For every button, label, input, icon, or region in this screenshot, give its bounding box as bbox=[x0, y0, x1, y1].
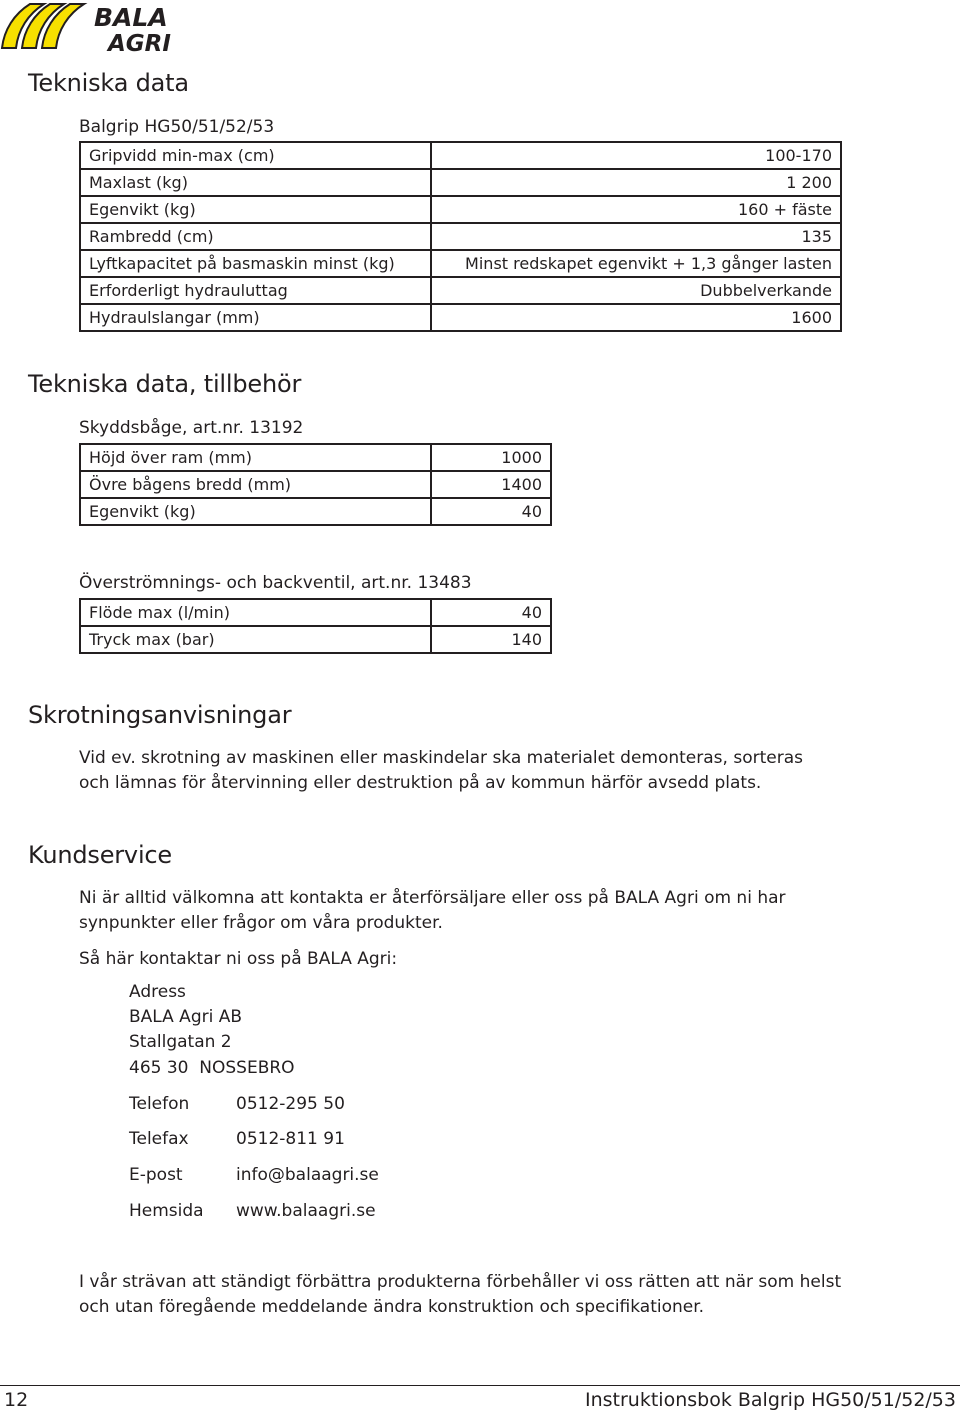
guard-table bbox=[79, 443, 552, 526]
row-value: 40 bbox=[431, 599, 551, 626]
address-street: Stallgatan 2 bbox=[129, 1032, 232, 1052]
row-value: 1 200 bbox=[431, 169, 841, 196]
footer-divider bbox=[0, 1385, 960, 1386]
table-row bbox=[80, 498, 551, 525]
address-postal: 465 30 NOSSEBRO bbox=[129, 1058, 295, 1078]
bala-agri-logo bbox=[0, 0, 190, 56]
contact-label-website: Hemsida bbox=[129, 1201, 204, 1221]
contact-value-email[interactable]: info@balaagri.se bbox=[236, 1165, 379, 1185]
table-row bbox=[80, 304, 841, 331]
row-value: Minst redskapet egenvikt + 1,3 gånger lasten bbox=[431, 250, 841, 277]
address-company: BALA Agri AB bbox=[129, 1007, 243, 1027]
contact-value-website[interactable]: www.balaagri.se bbox=[236, 1201, 376, 1221]
scrapping-line-1: Vid ev. skrotning av maskinen eller maskindelar ska materialet demonteras, sorteras bbox=[79, 748, 803, 768]
row-value: 1000 bbox=[431, 444, 551, 471]
contact-label-fax: Telefax bbox=[129, 1129, 189, 1149]
service-heading: Kundservice bbox=[28, 841, 172, 869]
table-row bbox=[80, 626, 551, 653]
row-label: Gripvidd min-max (cm) bbox=[80, 142, 431, 169]
row-label: Egenvikt (kg) bbox=[80, 196, 431, 223]
row-label: Erforderligt hydrauluttag bbox=[80, 277, 431, 304]
table-row bbox=[80, 196, 841, 223]
service-intro-2: synpunkter eller frågor om våra produkter. bbox=[79, 913, 443, 933]
table-row bbox=[80, 250, 841, 277]
contact-value-fax: 0512-811 91 bbox=[236, 1129, 345, 1149]
guard-subheading: Skyddsbåge, art.nr. 13192 bbox=[79, 418, 304, 438]
valve-table bbox=[79, 598, 552, 654]
row-value: 100-170 bbox=[431, 142, 841, 169]
table-row bbox=[80, 223, 841, 250]
row-value: 140 bbox=[431, 626, 551, 653]
table-row bbox=[80, 142, 841, 169]
scrapping-heading: Skrotningsanvisningar bbox=[28, 701, 292, 729]
table-row bbox=[80, 277, 841, 304]
tire-stripes-icon bbox=[2, 4, 84, 48]
tech-subheading: Balgrip HG50/51/52/53 bbox=[79, 117, 275, 137]
service-intro-1: Ni är alltid välkomna att kontakta er återförsäljare eller oss på BALA Agri om ni har bbox=[79, 888, 786, 908]
table-row bbox=[80, 444, 551, 471]
row-label: Tryck max (bar) bbox=[80, 626, 431, 653]
contact-label-phone: Telefon bbox=[129, 1094, 190, 1114]
disclaimer-line-1: I vår strävan att ständigt förbättra produkterna förbehåller vi oss rätten att när som helst bbox=[79, 1272, 842, 1292]
accessories-heading: Tekniska data, tillbehör bbox=[28, 370, 302, 398]
row-label: Egenvikt (kg) bbox=[80, 498, 431, 525]
contact-intro: Så här kontaktar ni oss på BALA Agri: bbox=[79, 949, 398, 969]
row-value: 135 bbox=[431, 223, 841, 250]
tech-table bbox=[79, 141, 842, 332]
row-value: 40 bbox=[431, 498, 551, 525]
address-label: Adress bbox=[129, 982, 186, 1002]
disclaimer-line-2: och utan föregående meddelande ändra konstruktion och specifikationer. bbox=[79, 1297, 705, 1317]
table-row bbox=[80, 169, 841, 196]
valve-subheading: Överströmnings- och backventil, art.nr. 13483 bbox=[79, 573, 472, 593]
row-label: Lyftkapacitet på basmaskin minst (kg) bbox=[80, 250, 431, 277]
row-label: Hydraulslangar (mm) bbox=[80, 304, 431, 331]
footer-title: Instruktionsbok Balgrip HG50/51/52/53 bbox=[584, 1389, 956, 1411]
contact-value-phone: 0512-295 50 bbox=[236, 1094, 345, 1114]
table-row bbox=[80, 471, 551, 498]
scrapping-line-2: och lämnas för återvinning eller destruktion på av kommun härför avsedd plats. bbox=[79, 773, 762, 793]
row-label: Rambredd (cm) bbox=[80, 223, 431, 250]
logo-line2: AGRI bbox=[108, 31, 171, 56]
row-value: Dubbelverkande bbox=[431, 277, 841, 304]
row-value: 160 + fäste bbox=[431, 196, 841, 223]
table-row bbox=[80, 599, 551, 626]
row-label: Flöde max (l/min) bbox=[80, 599, 431, 626]
row-label: Maxlast (kg) bbox=[80, 169, 431, 196]
tech-heading: Tekniska data bbox=[28, 69, 189, 97]
row-label: Övre bågens bredd (mm) bbox=[80, 471, 431, 498]
page-number: 12 bbox=[4, 1389, 29, 1411]
row-label: Höjd över ram (mm) bbox=[80, 444, 431, 471]
contact-label-email: E-post bbox=[129, 1165, 183, 1185]
row-value: 1400 bbox=[431, 471, 551, 498]
logo-line1: BALA bbox=[94, 3, 168, 32]
row-value: 1600 bbox=[431, 304, 841, 331]
